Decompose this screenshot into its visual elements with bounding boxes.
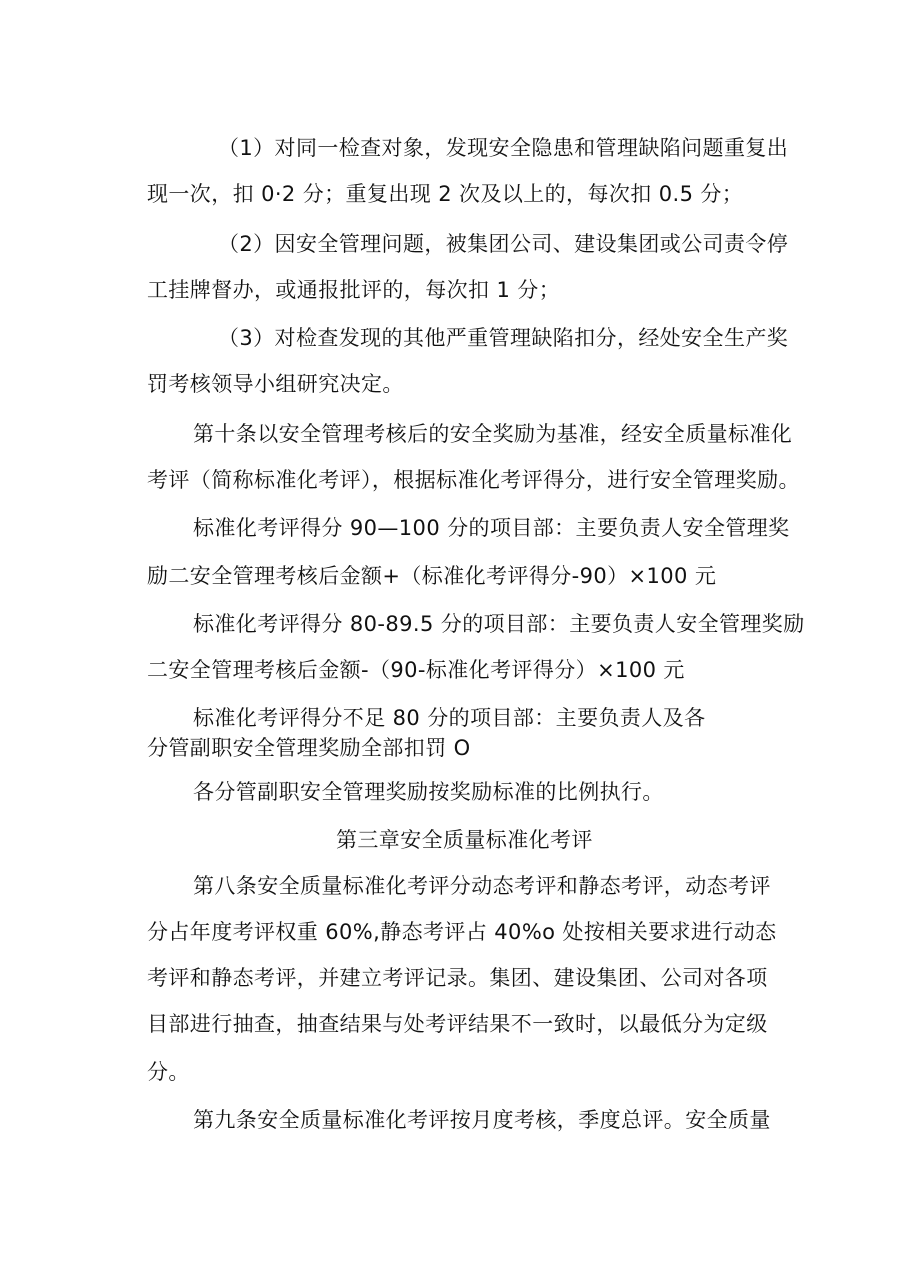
- text-line: 标准化考评得分不足 80 分的项目部：主要负责人及各: [193, 706, 706, 730]
- text-line: 第十条以安全管理考核后的安全奖励为基准，经安全质量标准化: [193, 422, 793, 446]
- text-line: 第八条安全质量标准化考评分动态考评和静态考评，动态考评: [193, 874, 771, 898]
- text-line: 分。: [147, 1060, 190, 1084]
- text-line: 分管副职安全管理奖励全部扣罚 O: [147, 736, 471, 760]
- text-line: 励二安全管理考核后金额+（标准化考评得分-90）×100 元: [147, 564, 717, 588]
- text-line: （1）对同一检查对象，发现安全隐患和管理缺陷问题重复出: [218, 136, 789, 160]
- chapter-heading: 第三章安全质量标准化考评: [336, 828, 593, 852]
- text-line: 第九条安全质量标准化考评按月度考核，季度总评。安全质量: [193, 1108, 771, 1132]
- text-line: 标准化考评得分 80-89.5 分的项目部：主要负责人安全管理奖励: [193, 612, 805, 636]
- text-line: 各分管副职安全管理奖励按奖励标准的比例执行。: [193, 780, 664, 804]
- text-line: 考评和静态考评，并建立考评记录。集团、建设集团、公司对各项: [147, 966, 768, 990]
- text-line: 工挂牌督办，或通报批评的，每次扣 1 分；: [147, 278, 561, 302]
- text-line: （2）因安全管理问题，被集团公司、建设集团或公司责令停: [218, 232, 789, 256]
- text-line: 现一次，扣 0·2 分；重复出现 2 次及以上的，每次扣 0.5 分；: [147, 182, 744, 206]
- text-line: 目部进行抽查，抽查结果与处考评结果不一致时，以最低分为定级: [147, 1012, 768, 1036]
- text-line: 考评（简称标准化考评），根据标准化考评得分，进行安全管理奖励。: [147, 468, 800, 492]
- text-line: （3）对检查发现的其他严重管理缺陷扣分，经处安全生产奖: [218, 326, 789, 350]
- text-line: 分占年度考评权重 60%,静态考评占 40%o 处按相关要求进行动态: [147, 920, 777, 944]
- text-line: 二安全管理考核后金额-（90-标准化考评得分）×100 元: [147, 658, 685, 682]
- text-line: 标准化考评得分 90—100 分的项目部：主要负责人安全管理奖: [193, 516, 790, 540]
- text-line: 罚考核领导小组研究决定。: [147, 372, 404, 396]
